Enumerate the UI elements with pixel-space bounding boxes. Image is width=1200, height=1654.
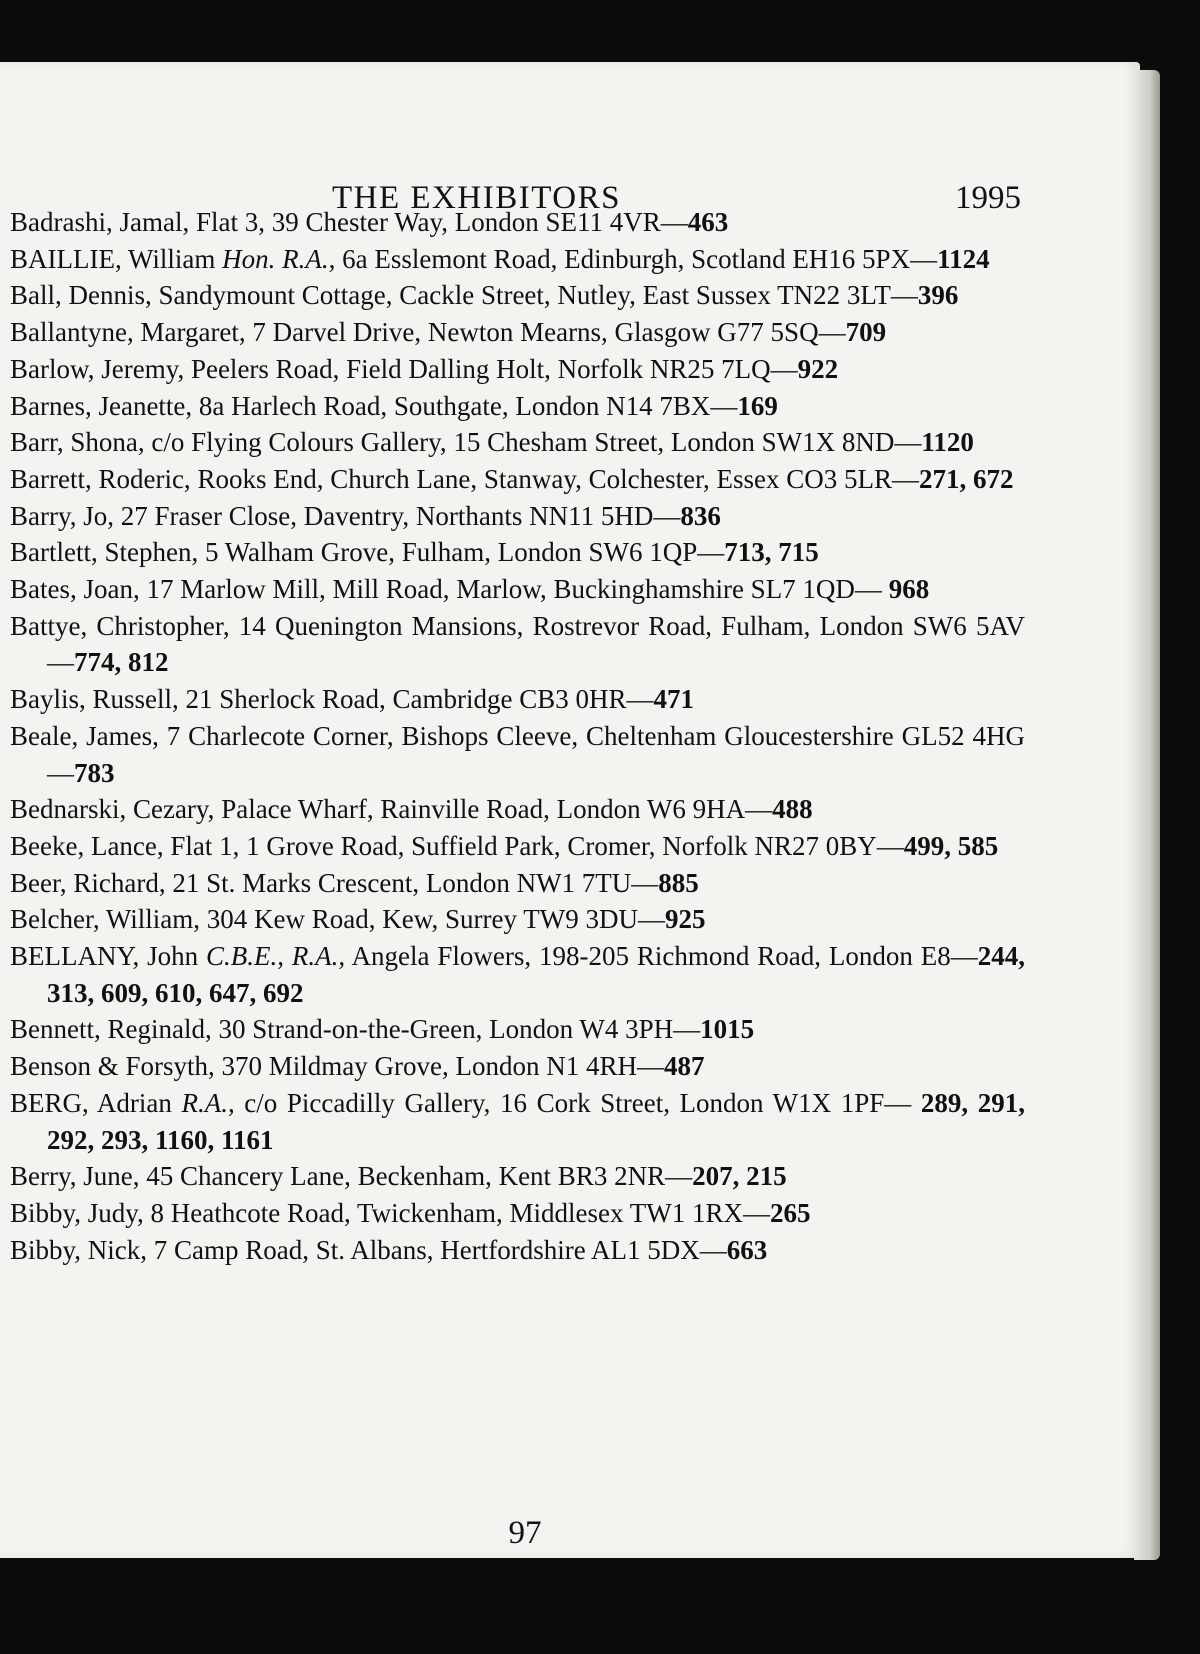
exhibitor-address: 8a Harlech Road, Southgate, London N14 7BX— [192,390,738,421]
catalogue-numbers: 925 [664,904,706,935]
catalogue-numbers: 922 [797,353,839,384]
catalogue-numbers: 488 [772,794,813,825]
exhibitor-name: Bibby, Nick, [10,1234,147,1265]
catalogue-numbers: 289, 291, 292, 293, 1160, 1161 [47,1087,1025,1155]
header-year: 1995 [955,180,1021,216]
list-item [10,1195,1025,1232]
exhibitor-address: c/o Flying Colours Gallery, 15 Chesham Street, London SW1X 8ND— [144,427,922,458]
exhibitor-address: Sandymount Cottage, Cackle Street, Nutley, East Sussex TN22 3LT— [151,280,918,311]
exhibitor-name: Benson & Forsyth, [10,1051,215,1082]
list-item [10,241,1025,278]
catalogue-numbers: 713, 715 [724,537,819,568]
exhibitor-name: BELLANY, John [10,941,199,972]
exhibitor-name: Bartlett, Stephen, [10,537,199,568]
list-item [10,534,1025,571]
list-item [10,1011,1025,1048]
list-item [10,314,1025,351]
catalogue-numbers: 487 [664,1051,705,1082]
list-item [10,351,1025,388]
catalogue-numbers: 207, 215 [692,1161,787,1192]
list-item [10,388,1025,425]
exhibitor-list [10,204,1025,1268]
list-item [10,791,1025,828]
list-item [10,828,1025,865]
page-title: THE EXHIBITORS [332,180,621,216]
exhibitor-address: Palace Wharf, Rainville Road, London W6 9HA— [214,794,773,825]
exhibitor-address: 7 Charlecote Corner, Bishops Cleeve, Cheltenham Gloucestershire GL52 4HG— [47,720,1025,788]
list-item [10,938,1025,1011]
exhibitor-address: 21 St. Marks Crescent, London NW1 7TU— [165,867,659,898]
catalogue-numbers: 1124 [937,243,990,274]
exhibitor-name: Bennett, Reginald, [10,1014,212,1045]
exhibitor-name: Bibby, Judy, [10,1197,144,1228]
exhibitor-name: Belcher, William, [10,904,201,935]
exhibitor-name: Baylis, Russell, [10,684,179,715]
exhibitor-name: Barry, Jo, [10,500,114,531]
exhibitor-address: 45 Chancery Lane, Beckenham, Kent BR3 2NR— [139,1161,693,1192]
exhibitor-name: BAILLIE, William [10,243,216,274]
list-item [10,865,1025,902]
exhibitor-name: Beer, Richard, [10,867,166,898]
list-item [10,1232,1025,1269]
page-number: 97 [508,1515,542,1551]
list-item [10,608,1025,681]
exhibitor-name: Beale, James, [10,720,159,751]
exhibitor-name: Barlow, Jeremy, [10,353,185,384]
list-item [10,277,1025,314]
exhibitor-address: Rooks End, Church Lane, Stanway, Colchester, Essex CO3 5LR— [190,463,920,494]
exhibitor-name: Bates, Joan, [10,574,140,605]
catalogue-numbers: 783 [74,757,115,788]
catalogue-numbers: 1015 [700,1014,755,1045]
list-item [10,901,1025,938]
exhibitor-name: Barrett, Roderic, [10,463,191,494]
catalogue-numbers: 463 [687,207,729,237]
catalogue-numbers: 265 [770,1197,811,1228]
exhibitor-name: Badrashi, Jamal, [10,207,190,237]
list-item [10,424,1025,461]
list-item [10,1158,1025,1195]
exhibitor-address: 304 Kew Road, Kew, Surrey TW9 3DU— [200,904,665,935]
catalogue-numbers: 774, 812 [74,647,169,678]
list-item [10,204,1025,241]
exhibitor-address: 30 Strand-on-the-Green, London W4 3PH— [211,1014,701,1045]
exhibitor-address: Flat 3, 39 Chester Way, London SE11 4VR— [189,207,688,237]
exhibitor-name: Berry, June, [10,1161,140,1192]
catalogue-numbers: 709 [845,317,887,348]
exhibitor-honours: R.A., [171,1087,235,1118]
exhibitor-address: Angela Flowers, 198-205 Richmond Road, London E8— [345,941,978,972]
list-item [10,461,1025,498]
catalogue-numbers: 499, 585 [903,830,999,861]
catalogue-numbers: 885 [658,867,699,898]
catalogue-numbers: 244, 313, 609, 610, 647, 692 [47,941,1025,1008]
exhibitor-address: 17 Marlow Mill, Mill Road, Marlow, Buckinghamshire SL7 1QD— [139,574,889,605]
exhibitor-address: 27 Fraser Close, Daventry, Northants NN11 5HD— [113,500,681,531]
catalogue-numbers: 836 [680,500,721,531]
exhibitor-address: Flat 1, 1 Grove Road, Suffield Park, Cromer, Norfolk NR27 0BY— [163,830,904,861]
exhibitor-address: 14 Quenington Mansions, Rostrevor Road, Fulham, London SW6 5AV— [47,610,1025,678]
list-item [10,681,1025,718]
catalogue-numbers: 271, 672 [919,463,1014,494]
exhibitor-address: 5 Walham Grove, Fulham, London SW6 1QP— [198,537,725,568]
exhibitor-address: 21 Sherlock Road, Cambridge CB3 0HR— [178,684,654,715]
catalogue-numbers: 1120 [921,427,974,458]
exhibitor-address: 8 Heathcote Road, Twickenham, Middlesex TW1 1RX— [143,1197,770,1228]
exhibitor-honours: Hon. R.A., [215,243,336,274]
exhibitor-name: BERG, Adrian [10,1087,172,1118]
exhibitor-name: Beeke, Lance, [10,830,164,861]
exhibitor-name: Ballantyne, Margaret, [10,317,246,348]
exhibitor-name: Ball, Dennis, [10,280,152,311]
exhibitor-address: c/o Piccadilly Gallery, 16 Cork Street, London W1X 1PF— [234,1087,921,1118]
exhibitor-name: Battye, Christopher, [10,610,230,641]
exhibitor-name: Barnes, Jeanette, [10,390,193,421]
catalogue-numbers: 663 [726,1234,768,1265]
list-item [10,498,1025,535]
catalogue-numbers: 968 [888,574,930,605]
exhibitor-address: 7 Darvel Drive, Newton Mearns, Glasgow G77 5SQ— [245,317,846,348]
catalogue-numbers: 471 [653,684,694,715]
exhibitor-address: Peelers Road, Field Dalling Holt, Norfolk NR25 7LQ— [184,353,798,384]
exhibitor-address: 6a Esslemont Road, Edinburgh, Scotland EH16 5PX— [335,243,938,274]
exhibitor-name: Barr, Shona, [10,427,145,458]
exhibitor-address: 7 Camp Road, St. Albans, Hertfordshire AL1 5DX— [147,1234,727,1265]
list-item [10,1085,1025,1158]
list-item [10,718,1025,791]
exhibitor-address: 370 Mildmay Grove, London N1 4RH— [214,1051,664,1082]
list-item [10,1048,1025,1085]
list-item [10,571,1025,608]
catalogue-numbers: 169 [737,390,778,421]
catalogue-numbers: 396 [917,280,959,311]
exhibitor-honours: C.B.E., R.A., [198,941,346,972]
exhibitor-name: Bednarski, Cezary, [10,794,215,825]
